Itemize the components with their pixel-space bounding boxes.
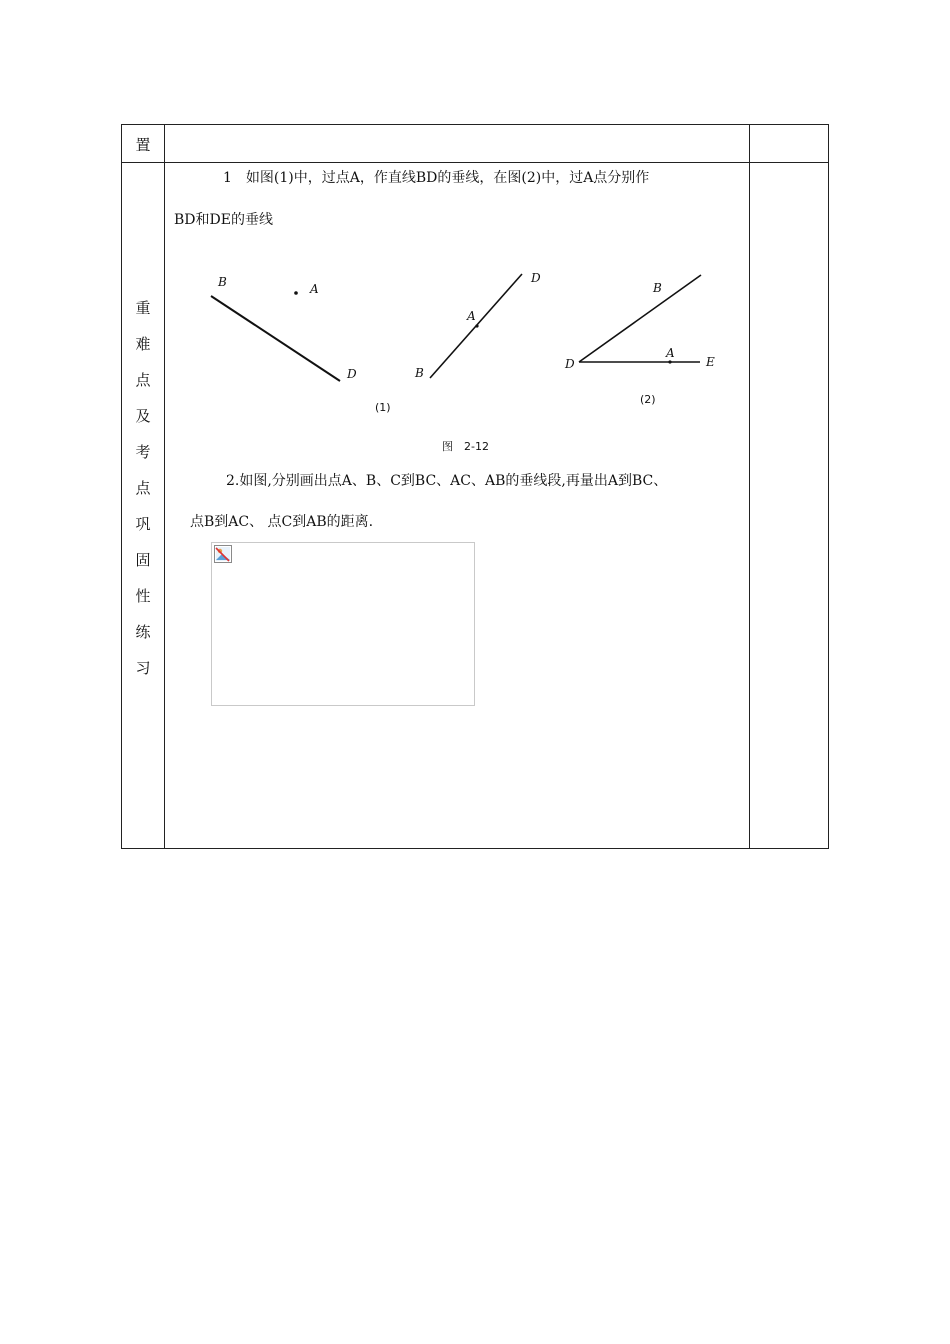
exercise1-line1: 1 如图(1)中，过点A，作直线BD的垂线，在图(2)中，过A点分别作 (223, 170, 650, 186)
sub-caption-1: (1) (375, 401, 391, 414)
label-a-fig1b: A (467, 309, 476, 323)
label-e-fig2: E (706, 355, 715, 369)
label-a-fig1a: A (310, 282, 319, 296)
geometry-figure (190, 262, 750, 462)
image-placeholder (211, 542, 475, 706)
row-label-vertical (122, 290, 164, 686)
side-label-char: 考 (135, 443, 151, 461)
label-d-fig2: D (565, 357, 575, 371)
side-label-char: 性 (135, 587, 151, 605)
sub-caption-2: (2) (640, 393, 656, 406)
exercise2-line2: 点B到AC、 点C到AB的距离. (190, 514, 374, 530)
side-label-char: 练 (135, 623, 151, 641)
exercise2-line1: 2.如图,分别画出点A、B、C到BC、AC、AB的垂线段,再量出A到BC、 (226, 473, 668, 489)
side-label-char: 及 (135, 407, 151, 425)
label-d-fig1b: D (531, 271, 541, 285)
row-label-top: 置 (135, 135, 151, 154)
exercise1-line2: BD和DE的垂线 (174, 212, 273, 228)
table-row-divider (122, 162, 828, 163)
side-label-char: 点 (135, 371, 151, 389)
side-label-char: 点 (135, 479, 151, 497)
point-a-fig1a (294, 291, 298, 295)
ray-db-fig2 (579, 275, 701, 362)
label-b-fig2: B (653, 281, 662, 295)
point-a-fig2 (668, 360, 671, 363)
table-col-divider-right (749, 125, 750, 848)
table-col-divider-left (164, 125, 165, 848)
broken-image-icon (214, 545, 232, 563)
line-bd-fig1a (211, 296, 340, 381)
label-a-fig2: A (666, 346, 675, 360)
label-d-fig1a: D (347, 367, 357, 381)
figure-caption: 图 2-12 (442, 440, 489, 453)
side-label-char: 重 (135, 299, 151, 317)
side-label-char: 巩 (135, 515, 151, 533)
label-b-fig1a: B (218, 275, 227, 289)
point-a-fig1b (475, 324, 478, 327)
side-label-char: 习 (135, 659, 151, 677)
label-b-fig1b: B (415, 366, 424, 380)
side-label-char: 固 (135, 551, 151, 569)
side-label-char: 难 (135, 335, 151, 353)
